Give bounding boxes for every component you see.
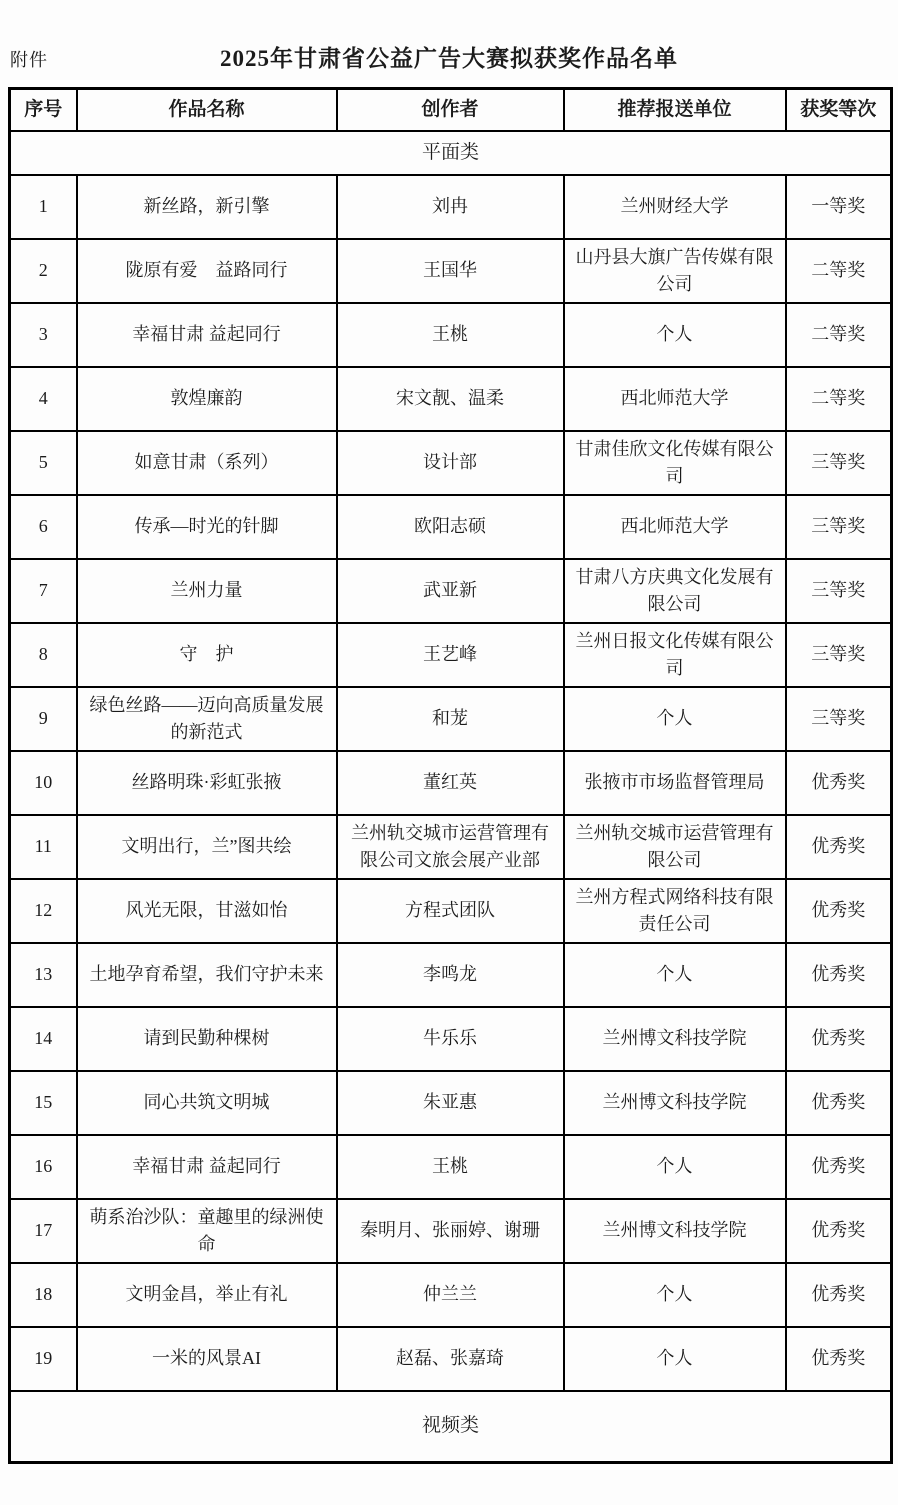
cell-award: 三等奖 — [786, 687, 892, 751]
cell-number: 11 — [10, 815, 77, 879]
cell-work-title: 幸福甘肃 益起同行 — [77, 1135, 337, 1199]
cell-number: 8 — [10, 623, 77, 687]
cell-unit: 个人 — [564, 1263, 786, 1327]
attachment-label: 附件 — [10, 50, 48, 70]
cell-award: 优秀奖 — [786, 815, 892, 879]
cell-unit: 西北师范大学 — [564, 495, 786, 559]
cell-work-title: 土地孕育希望，我们守护未来 — [77, 943, 337, 1007]
cell-number: 13 — [10, 943, 77, 1007]
table-row — [10, 1135, 892, 1199]
cell-creator: 赵磊、张嘉琦 — [337, 1327, 564, 1391]
cell-unit: 个人 — [564, 943, 786, 1007]
page-title: 2025年甘肃省公益广告大赛拟获奖作品名单 — [220, 46, 678, 71]
table-row — [10, 431, 892, 495]
cell-work-title: 萌系治沙队：童趣里的绿洲使命 — [77, 1199, 337, 1263]
cell-creator: 武亚新 — [337, 559, 564, 623]
cell-work-title: 同心共筑文明城 — [77, 1071, 337, 1135]
cell-work-title: 如意甘肃（系列） — [77, 431, 337, 495]
cell-number: 9 — [10, 687, 77, 751]
cell-creator: 牛乐乐 — [337, 1007, 564, 1071]
cell-unit: 兰州轨交城市运营管理有限公司 — [564, 815, 786, 879]
cell-number: 17 — [10, 1199, 77, 1263]
cell-work-title: 一米的风景AI — [77, 1327, 337, 1391]
cell-number: 12 — [10, 879, 77, 943]
section-label: 平面类 — [10, 131, 892, 175]
table-row — [10, 367, 892, 431]
cell-number: 7 — [10, 559, 77, 623]
cell-award: 优秀奖 — [786, 1071, 892, 1135]
cell-unit: 个人 — [564, 303, 786, 367]
cell-work-title: 绿色丝路——迈向高质量发展的新范式 — [77, 687, 337, 751]
cell-number: 3 — [10, 303, 77, 367]
awards-table — [8, 87, 893, 1464]
cell-unit: 甘肃佳欣文化传媒有限公司 — [564, 431, 786, 495]
cell-work-title: 兰州力量 — [77, 559, 337, 623]
cell-work-title: 请到民勤种棵树 — [77, 1007, 337, 1071]
cell-unit: 兰州博文科技学院 — [564, 1199, 786, 1263]
cell-award: 优秀奖 — [786, 1007, 892, 1071]
cell-number: 16 — [10, 1135, 77, 1199]
table-header — [10, 89, 892, 131]
cell-work-title: 文明出行，兰”图共绘 — [77, 815, 337, 879]
section-row — [10, 1391, 892, 1463]
table-row — [10, 943, 892, 1007]
cell-number: 18 — [10, 1263, 77, 1327]
cell-number: 15 — [10, 1071, 77, 1135]
cell-award: 三等奖 — [786, 559, 892, 623]
cell-unit: 个人 — [564, 1327, 786, 1391]
cell-award: 优秀奖 — [786, 1327, 892, 1391]
cell-award: 三等奖 — [786, 431, 892, 495]
table-body — [10, 131, 892, 1463]
cell-award: 优秀奖 — [786, 1199, 892, 1263]
cell-creator: 秦明月、张丽婷、谢珊 — [337, 1199, 564, 1263]
cell-creator: 王国华 — [337, 239, 564, 303]
table-row — [10, 303, 892, 367]
cell-creator: 朱亚惠 — [337, 1071, 564, 1135]
table-row — [10, 239, 892, 303]
cell-unit: 兰州方程式网络科技有限责任公司 — [564, 879, 786, 943]
cell-number: 5 — [10, 431, 77, 495]
cell-number: 2 — [10, 239, 77, 303]
table-row — [10, 1071, 892, 1135]
table-row — [10, 1007, 892, 1071]
cell-creator: 设计部 — [337, 431, 564, 495]
col-header-unit: 推荐报送单位 — [564, 89, 786, 131]
cell-unit: 甘肃八方庆典文化发展有限公司 — [564, 559, 786, 623]
cell-number: 10 — [10, 751, 77, 815]
cell-award: 三等奖 — [786, 623, 892, 687]
cell-creator: 刘冉 — [337, 175, 564, 239]
section-label: 视频类 — [10, 1391, 892, 1463]
cell-award: 二等奖 — [786, 239, 892, 303]
cell-creator: 和茏 — [337, 687, 564, 751]
cell-creator: 王桃 — [337, 303, 564, 367]
table-row — [10, 623, 892, 687]
table-row — [10, 175, 892, 239]
cell-number: 1 — [10, 175, 77, 239]
cell-work-title: 丝路明珠·彩虹张掖 — [77, 751, 337, 815]
cell-unit: 张掖市市场监督管理局 — [564, 751, 786, 815]
cell-unit: 兰州日报文化传媒有限公司 — [564, 623, 786, 687]
cell-creator: 李鸣龙 — [337, 943, 564, 1007]
table-row — [10, 1327, 892, 1391]
cell-work-title: 文明金昌，举止有礼 — [77, 1263, 337, 1327]
cell-unit: 兰州财经大学 — [564, 175, 786, 239]
cell-creator: 王桃 — [337, 1135, 564, 1199]
cell-award: 优秀奖 — [786, 751, 892, 815]
cell-award: 一等奖 — [786, 175, 892, 239]
cell-award: 优秀奖 — [786, 943, 892, 1007]
section-row — [10, 131, 892, 175]
col-header-no: 序号 — [10, 89, 77, 131]
table-row — [10, 559, 892, 623]
cell-creator: 仲兰兰 — [337, 1263, 564, 1327]
cell-creator: 宋文靓、温柔 — [337, 367, 564, 431]
cell-unit: 西北师范大学 — [564, 367, 786, 431]
header-row — [10, 89, 892, 131]
table-row — [10, 879, 892, 943]
cell-work-title: 新丝路，新引擎 — [77, 175, 337, 239]
col-header-creator: 创作者 — [337, 89, 564, 131]
cell-unit: 个人 — [564, 1135, 786, 1199]
col-header-award: 获奖等次 — [786, 89, 892, 131]
table-row — [10, 751, 892, 815]
cell-award: 三等奖 — [786, 495, 892, 559]
cell-unit: 兰州博文科技学院 — [564, 1007, 786, 1071]
cell-number: 14 — [10, 1007, 77, 1071]
cell-creator: 欧阳志硕 — [337, 495, 564, 559]
cell-number: 6 — [10, 495, 77, 559]
table-row — [10, 1199, 892, 1263]
cell-award: 优秀奖 — [786, 1263, 892, 1327]
table-row — [10, 687, 892, 751]
cell-award: 优秀奖 — [786, 1135, 892, 1199]
cell-creator: 方程式团队 — [337, 879, 564, 943]
table-row — [10, 495, 892, 559]
cell-number: 19 — [10, 1327, 77, 1391]
cell-work-title: 传承—时光的针脚 — [77, 495, 337, 559]
table-row — [10, 1263, 892, 1327]
cell-award: 二等奖 — [786, 367, 892, 431]
cell-work-title: 风光无限，甘滋如怡 — [77, 879, 337, 943]
cell-work-title: 幸福甘肃 益起同行 — [77, 303, 337, 367]
cell-work-title: 守 护 — [77, 623, 337, 687]
cell-award: 二等奖 — [786, 303, 892, 367]
cell-award: 优秀奖 — [786, 879, 892, 943]
cell-unit: 个人 — [564, 687, 786, 751]
cell-work-title: 陇原有爱 益路同行 — [77, 239, 337, 303]
cell-creator: 董红英 — [337, 751, 564, 815]
cell-creator: 兰州轨交城市运营管理有限公司文旅会展产业部 — [337, 815, 564, 879]
cell-unit: 山丹县大旗广告传媒有限公司 — [564, 239, 786, 303]
cell-number: 4 — [10, 367, 77, 431]
col-header-title: 作品名称 — [77, 89, 337, 131]
table-row — [10, 815, 892, 879]
cell-work-title: 敦煌廉韵 — [77, 367, 337, 431]
cell-unit: 兰州博文科技学院 — [564, 1071, 786, 1135]
cell-creator: 王艺峰 — [337, 623, 564, 687]
